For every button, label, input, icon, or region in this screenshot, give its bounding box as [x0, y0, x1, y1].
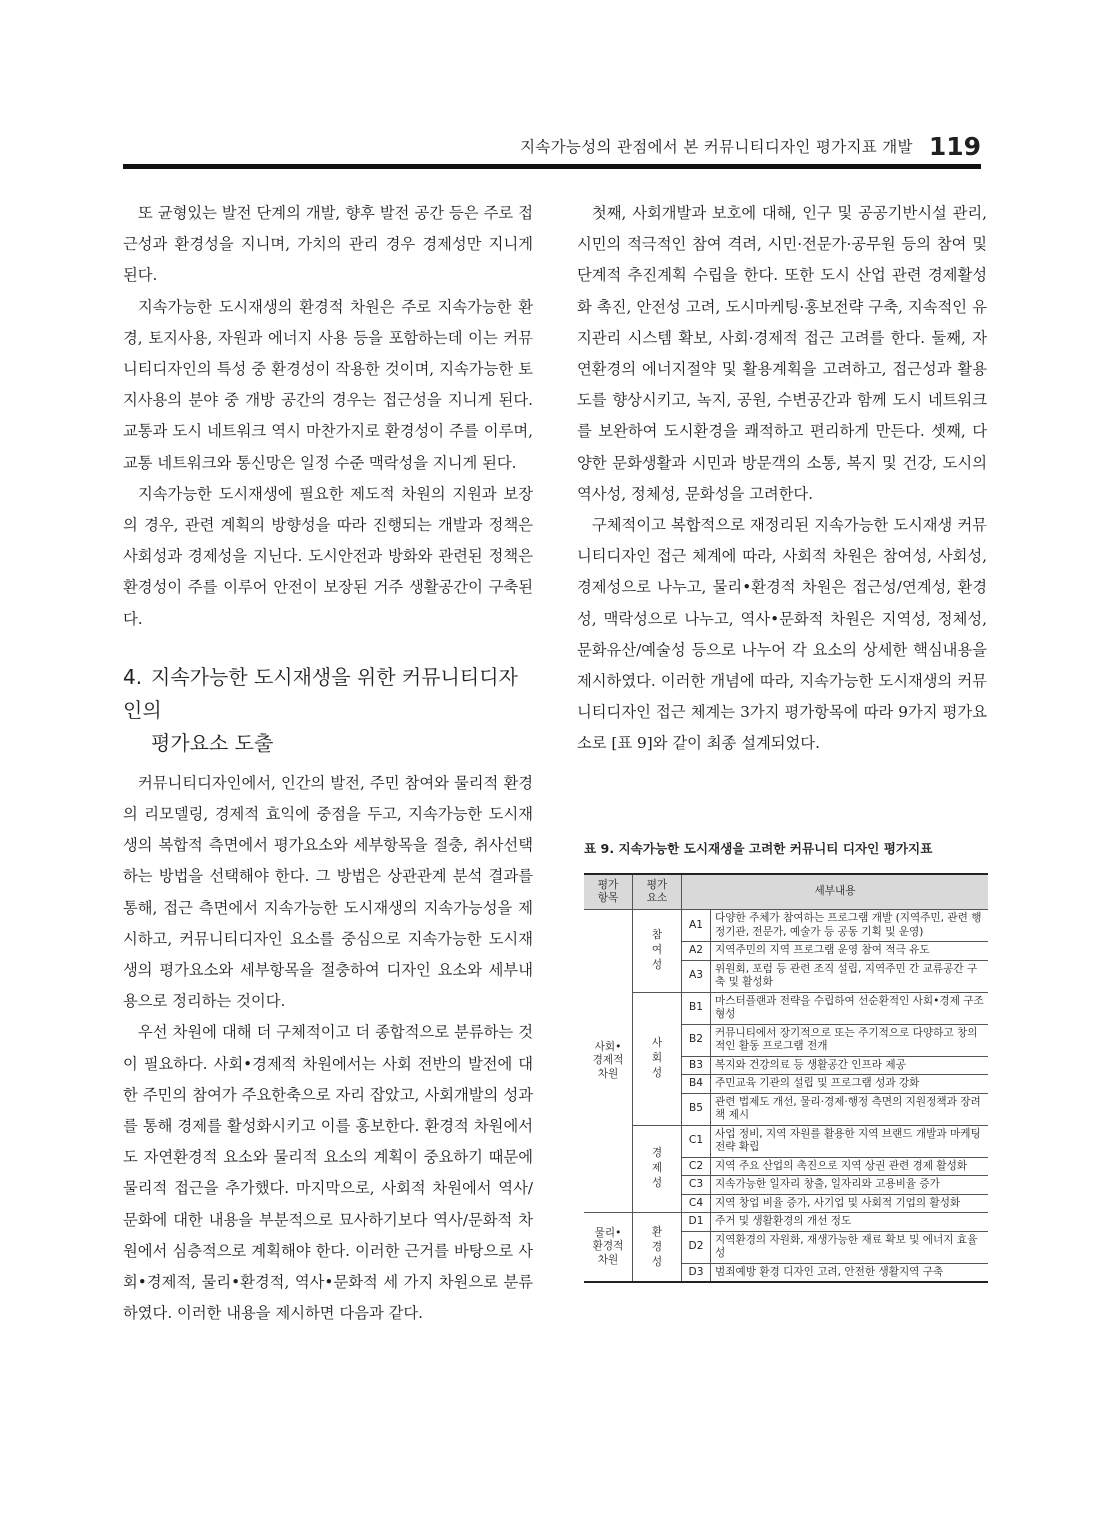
row-code: A3 [682, 960, 711, 992]
row-code: B2 [682, 1024, 711, 1056]
table-header-row [584, 874, 988, 910]
element-environmental: 환경성 [633, 1213, 682, 1283]
header-detail: 세부내용 [682, 874, 989, 910]
header-element: 평가 요소 [633, 874, 682, 910]
table-row [584, 1213, 988, 1232]
row-code: B5 [682, 1093, 711, 1125]
row-detail: 마스터플랜과 전략을 수립하여 선순환적인 사회•경제 구조 형성 [711, 992, 989, 1024]
element-economic: 경제성 [633, 1125, 682, 1213]
row-detail: 주민교육 기관의 설립 및 프로그램 성과 강화 [711, 1075, 989, 1094]
paragraph: 커뮤니티디자인에서, 인간의 발전, 주민 참여와 물리적 환경의 리모델링, 경제적 효익에 중점을 두고, 지속가능한 도시재생의 복합적 측면에서 평가요소와 세부항목을 절충, 취사선택하는 방법을 선택해야 한다. 그 방법은 상관관계 분석 결과를 통해, 접근 측면에서 지속가능한 도시재생의 지속가능성을 제시하고, 커뮤니티디자인 요소를 중심으로 지속가능한 도시재생의 평가요소와 세부항목을 절충하여 디자인 요소와 세부내용으로 정리하는 것이다. [123, 773, 533, 1011]
right-column [577, 198, 987, 760]
row-code: D1 [682, 1213, 711, 1232]
section-heading [123, 661, 533, 760]
paragraph: 지속가능한 도시재생의 환경적 차원은 주로 지속가능한 환경, 토지사용, 자원과 에너지 사용 등을 포함하는데 이는 커뮤니티디자인의 특성 중 환경성이 작용한 것이며, 지속가능한 토지사용의 분야 중 개방 공간의 경우는 접근성을 지니게 된다. 교통과 도시 네트워크 역시 마찬가지로 환경성이 주를 이루며, 교통 네트워크와 통신망은 일정 수준 맥락성을 지니게 된다. [123, 297, 533, 472]
row-detail: 범죄예방 환경 디자인 고려, 안전한 생활지역 구축 [711, 1263, 989, 1282]
page-number: 119 [928, 132, 981, 161]
dimension-social-economic: 사회• 경제적 차원 [584, 910, 633, 1213]
table-row [584, 910, 988, 942]
row-code: C3 [682, 1176, 711, 1195]
row-code: C2 [682, 1157, 711, 1176]
row-detail: 위원회, 포럼 등 관련 조직 설립, 지역주민 간 교류공간 구축 및 활성화 [711, 960, 989, 992]
row-code: C4 [682, 1194, 711, 1213]
element-social: 사회성 [633, 992, 682, 1125]
dimension-physical-environmental: 물리• 환경적 차원 [584, 1213, 633, 1283]
row-detail: 커뮤니티에서 장기적으로 또는 주기적으로 다양하고 창의적인 활동 프로그램 전개 [711, 1024, 989, 1056]
table-row [584, 1125, 988, 1157]
row-code: D3 [682, 1263, 711, 1282]
row-detail: 지역주민의 지역 프로그램 운영 참여 적극 유도 [711, 942, 989, 961]
table-row [584, 992, 988, 1024]
header-dimension: 평가 항목 [584, 874, 633, 910]
row-detail: 지역 주요 산업의 촉진으로 지역 상권 관련 경제 활성화 [711, 1157, 989, 1176]
row-detail: 지역 창업 비율 증가, 사기업 및 사회적 기업의 활성화 [711, 1194, 989, 1213]
running-title: 지속가능성의 관점에서 본 커뮤니티디자인 평가지표 개발 [520, 138, 913, 156]
row-detail: 지속가능한 일자리 창출, 일자리와 고용비율 증가 [711, 1176, 989, 1195]
section-number: 4. [123, 664, 143, 689]
row-code: B3 [682, 1056, 711, 1075]
element-participation: 참여성 [633, 910, 682, 993]
row-detail: 관련 법제도 개선, 물리·경제·행정 측면의 지원정책과 장려책 제시 [711, 1093, 989, 1125]
table-caption: 표 9. 지속가능한 도시재생을 고려한 커뮤니티 디자인 평가지표 [584, 841, 933, 856]
paragraph: 또 균형있는 발전 단계의 개발, 향후 발전 공간 등은 주로 접근성과 환경성을 지니며, 가치의 관리 경우 경제성만 지니게 된다. [123, 204, 533, 285]
row-detail: 주거 및 생활환경의 개선 정도 [711, 1213, 989, 1232]
paragraph: 우선 차원에 대해 더 구체적이고 더 종합적으로 분류하는 것이 필요하다. 사회•경제적 차원에서는 사회 전반의 발전에 대한 주민의 참여가 주요한축으로 자리 잡았고, 사회개발의 성과를 통해 경제를 활성화시키고 이를 홍보한다. 환경적 차원에서도 자연환경적 요소와 물리적 요소의 계획이 중요하기 때문에 물리적 접근을 추가했다. 마지막으로, 사회적 차원에서 역사/문화에 대한 내용을 부분적으로 묘사하기보다 역사/문화적 차원에서 심층적으로 계획해야 한다. 이러한 근거를 바탕으로 사회•경제적, 물리•환경적, 역사•문화적 세 가지 차원으로 분류하였다. 이러한 내용을 제시하면 다음과 같다. [123, 1023, 533, 1323]
row-code: A2 [682, 942, 711, 961]
evaluation-table [584, 873, 988, 1283]
row-detail: 다양한 주체가 참여하는 프로그램 개발 (지역주민, 관련 행정기관, 전문가, 예술가 등 공동 기획 및 운영) [711, 910, 989, 942]
row-code: C1 [682, 1125, 711, 1157]
row-code: B4 [682, 1075, 711, 1094]
row-code: D2 [682, 1231, 711, 1263]
row-code: A1 [682, 910, 711, 942]
row-detail: 복지와 건강의료 등 생활공간 인프라 제공 [711, 1056, 989, 1075]
section-title-line-2: 평가요소 도출 [151, 730, 274, 755]
row-code: B1 [682, 992, 711, 1024]
paragraph: 구체적이고 복합적으로 재정리된 지속가능한 도시재생 커뮤니티디자인 접근 체계에 따라, 사회적 차원은 참여성, 사회성, 경제성으로 나누고, 물리•환경적 차원은 접근성/연계성, 환경성, 맥락성으로 나누고, 역사•문화적 차원은 지역성, 정체성, 문화유산/예술성 등으로 나누어 각 요소의 상세한 핵심내용을 제시하였다. 이러한 개념에 따라, 지속가능한 도시재생의 커뮤니티디자인 접근 체계는 3가지 평가항목에 따라 9가지 평가요소로 [표 9]와 같이 최종 설계되었다. [577, 516, 987, 753]
running-header [123, 128, 981, 169]
row-detail: 사업 정비, 지역 자원를 활용한 지역 브랜드 개발과 마케팅 전략 확립 [711, 1125, 989, 1157]
paragraph: 지속가능한 도시재생에 필요한 제도적 차원의 지원과 보장의 경우, 관련 계획의 방향성을 따라 진행되는 개발과 정책은 사회성과 경제성을 지닌다. 도시안전과 방화와 관련된 정책은 환경성이 주를 이루어 안전이 보장된 거주 생활공간이 구축된다. [123, 484, 533, 628]
paragraph: 첫째, 사회개발과 보호에 대해, 인구 및 공공기반시설 관리, 시민의 적극적인 참여 격려, 시민·전문가·공무원 등의 참여 및 단계적 추진계획 수립을 한다. 또한 도시 산업 관련 경제활성화 촉진, 안전성 고려, 도시마케팅·홍보전략 구축, 지속적인 유지관리 시스템 확보, 사회·경제적 접근 고려를 한다. 둘째, 자연환경의 에너지절약 및 활용계획을 고려하고, 접근성과 활용도를 향상시키고, 녹지, 공원, 수변공간과 함께 도시 네트워크를 보완하여 도시환경을 쾌적하고 편리하게 만든다. 셋째, 다양한 문화생활과 시민과 방문객의 소통, 복지 및 건강, 도시의 역사성, 정체성, 문화성을 고려한다. [577, 204, 987, 503]
row-detail: 지역환경의 자원화, 재생가능한 재료 확보 및 에너지 효율성 [711, 1231, 989, 1263]
section-title-line-1: 지속가능한 도시재생을 위한 커뮤니티디자인의 [123, 664, 518, 722]
left-column [123, 198, 533, 1330]
